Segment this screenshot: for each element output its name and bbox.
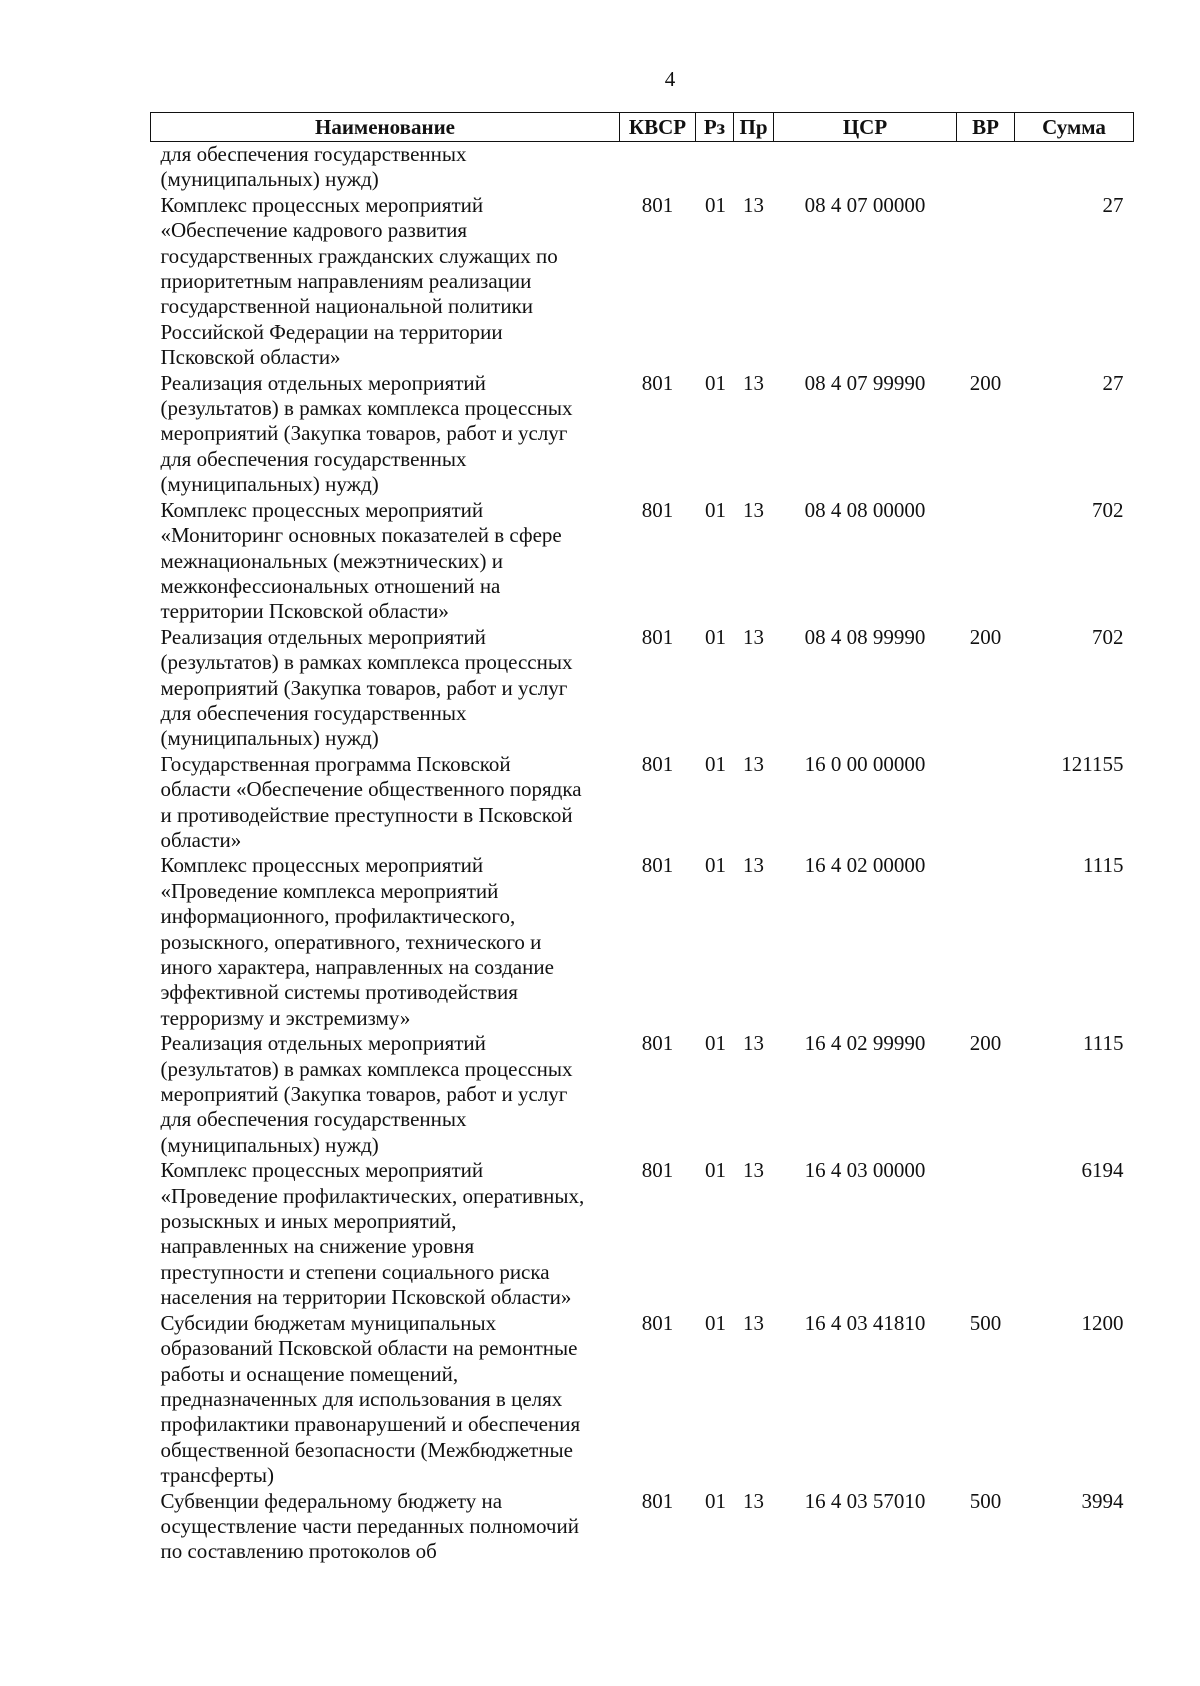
cell-name-line: для обеспечения государственных: [160, 700, 467, 725]
cell-rz: 01: [705, 1031, 726, 1056]
cell-name-line: работы и оснащение помещений,: [160, 1361, 459, 1386]
header-row: [151, 113, 1134, 142]
cell-name-line: для обеспечения государственных: [160, 142, 467, 166]
cell-rz: 01: [705, 1158, 726, 1183]
cell-pr: 13: [743, 1310, 764, 1335]
cell-name-line: розыскных и иных мероприятий,: [160, 1209, 457, 1234]
cell-name-line: государственных гражданских служащих по: [160, 243, 558, 268]
cell-name-line: терроризму и экстремизму»: [160, 1005, 411, 1030]
cell-kvsr: 801: [641, 1488, 674, 1513]
cell-name-line: (муниципальных) нужд): [160, 167, 379, 192]
cell-csr: 08 4 07 00000: [804, 192, 926, 217]
cell-name: [151, 853, 620, 1031]
cell-name: [151, 193, 620, 371]
cell-kvsr: 801: [641, 370, 674, 395]
cell-vr: [957, 193, 1015, 371]
table-row: [151, 1031, 1134, 1158]
cell-kvsr: 801: [641, 192, 674, 217]
cell-name-line: Комплекс процессных мероприятий: [160, 192, 484, 217]
cell-name: [151, 1489, 620, 1565]
table-row: [151, 371, 1134, 498]
cell-name: [151, 1158, 620, 1310]
cell-pr: 13: [743, 1158, 764, 1183]
cell-name-line: Субсидии бюджетам муниципальных: [160, 1310, 497, 1335]
cell-name-line: и противодействие преступности в Псковской: [160, 802, 573, 827]
cell-name-line: «Мониторинг основных показателей в сфере: [160, 523, 562, 548]
cell-name-line: Государственная программа Псковской: [160, 751, 511, 776]
cell-kvsr: 801: [641, 751, 674, 776]
cell-name: [151, 371, 620, 498]
table-body: [151, 142, 1134, 1565]
cell-sum: 702: [1092, 624, 1124, 649]
cell-name-line: населения на территории Псковской области»: [160, 1285, 572, 1310]
cell-vr: 500: [969, 1310, 1002, 1335]
cell-pr: 13: [743, 370, 764, 395]
cell-name-line: мероприятий (Закупка товаров, работ и услуг: [160, 675, 568, 700]
cell-csr: 16 4 03 41810: [804, 1310, 926, 1335]
cell-name-line: Российской Федерации на территории: [160, 319, 503, 344]
cell-rz: [696, 142, 734, 193]
cell-pr: 13: [743, 1488, 764, 1513]
cell-name-line: Комплекс процессных мероприятий: [160, 497, 484, 522]
cell-name-line: «Проведение комплекса мероприятий: [160, 878, 499, 903]
cell-name-line: трансферты): [160, 1463, 275, 1488]
cell-sum: 1115: [1083, 853, 1124, 878]
cell-pr: 13: [743, 853, 764, 878]
cell-rz: 01: [705, 1488, 726, 1513]
cell-name-line: предназначенных для использования в целях: [160, 1386, 563, 1411]
cell-vr: [957, 752, 1015, 854]
cell-vr: [957, 1158, 1015, 1310]
cell-name-line: преступности и степени социального риска: [160, 1259, 550, 1284]
cell-name-line: Комплекс процессных мероприятий: [160, 853, 484, 878]
cell-csr: 08 4 08 00000: [804, 497, 926, 522]
table-row: [151, 853, 1134, 1031]
table-row: [151, 142, 1134, 193]
cell-name-line: образований Псковской области на ремонтные: [160, 1336, 578, 1361]
cell-csr: 08 4 07 99990: [804, 370, 926, 395]
cell-name-line: государственной национальной политики: [160, 294, 534, 319]
cell-rz: 01: [705, 497, 726, 522]
cell-name-line: (результатов) в рамках комплекса процессных: [160, 1056, 573, 1081]
cell-kvsr: [620, 142, 696, 193]
cell-name-line: приоритетным направлениям реализации: [160, 269, 532, 294]
table-header: [151, 113, 1134, 142]
cell-name-line: мероприятий (Закупка товаров, работ и услуг: [160, 421, 568, 446]
cell-pr: 13: [743, 192, 764, 217]
header-sum: Сумма: [1015, 113, 1134, 142]
cell-vr: [957, 853, 1015, 1031]
cell-name-line: информационного, профилактического,: [160, 904, 516, 929]
table-row: [151, 193, 1134, 371]
cell-name-line: общественной безопасности (Межбюджетные: [160, 1437, 573, 1462]
cell-name-line: (муниципальных) нужд): [160, 1132, 379, 1157]
cell-rz: 01: [705, 624, 726, 649]
budget-table: [150, 112, 1134, 1565]
cell-name-line: иного характера, направленных на создание: [160, 955, 554, 979]
cell-sum: 27: [1102, 192, 1124, 217]
cell-name-line: Псковской области»: [160, 345, 341, 370]
cell-name-line: для обеспечения государственных: [160, 446, 467, 471]
cell-vr: 200: [969, 624, 1002, 649]
cell-rz: 01: [705, 192, 726, 217]
header-pr: Пр: [734, 113, 774, 142]
cell-kvsr: 801: [641, 497, 674, 522]
cell-csr: 08 4 08 99990: [804, 624, 926, 649]
cell-pr: 13: [743, 624, 764, 649]
cell-name: [151, 1031, 620, 1158]
cell-csr: 16 0 00 00000: [804, 751, 926, 776]
cell-name-line: межнациональных (межэтнических) и: [160, 548, 503, 573]
cell-name-line: мероприятий (Закупка товаров, работ и услуг: [160, 1082, 568, 1107]
cell-name: [151, 1311, 620, 1489]
cell-vr: 200: [969, 370, 1002, 395]
cell-name: [151, 498, 620, 625]
cell-name-line: «Проведение профилактических, оперативных,: [160, 1183, 585, 1208]
cell-pr: 13: [743, 497, 764, 522]
cell-vr: [957, 498, 1015, 625]
cell-pr: 13: [743, 1031, 764, 1056]
cell-vr: [957, 142, 1015, 193]
cell-name-line: Субвенции федеральному бюджету на: [160, 1488, 503, 1513]
cell-name-line: направленных на снижение уровня: [160, 1234, 475, 1259]
cell-rz: 01: [705, 1310, 726, 1335]
header-vr: ВР: [957, 113, 1015, 142]
cell-name-line: (муниципальных) нужд): [160, 472, 379, 497]
table-row: [151, 1311, 1134, 1489]
cell-rz: 01: [705, 853, 726, 878]
cell-sum: [1015, 142, 1134, 193]
cell-rz: 01: [705, 370, 726, 395]
cell-csr: 16 4 03 57010: [804, 1488, 926, 1513]
cell-vr: 500: [969, 1488, 1002, 1513]
cell-name-line: (результатов) в рамках комплекса процессных: [160, 650, 573, 675]
cell-name: [151, 142, 620, 193]
cell-name-line: (муниципальных) нужд): [160, 726, 379, 751]
cell-sum: 121155: [1061, 751, 1124, 776]
cell-csr: [774, 142, 957, 193]
table-row: [151, 625, 1134, 752]
cell-name: [151, 752, 620, 854]
cell-sum: 702: [1092, 497, 1124, 522]
cell-name-line: для обеспечения государственных: [160, 1107, 467, 1132]
header-rz: Рз: [696, 113, 734, 142]
cell-pr: 13: [743, 751, 764, 776]
cell-name-line: «Обеспечение кадрового развития: [160, 218, 468, 243]
cell-name-line: осуществление части переданных полномочий: [160, 1513, 579, 1538]
cell-kvsr: 801: [641, 853, 674, 878]
header-name: Наименование: [151, 113, 620, 142]
table-row: [151, 752, 1134, 854]
header-csr: ЦСР: [774, 113, 957, 142]
cell-csr: 16 4 02 00000: [804, 853, 926, 878]
cell-csr: 16 4 03 00000: [804, 1158, 926, 1183]
cell-kvsr: 801: [641, 1031, 674, 1056]
cell-rz: 01: [705, 751, 726, 776]
cell-name-line: эффективной системы противодействия: [160, 980, 518, 1005]
cell-kvsr: 801: [641, 624, 674, 649]
cell-pr: [734, 142, 774, 193]
cell-name-line: (результатов) в рамках комплекса процессных: [160, 396, 573, 421]
page-number: 4: [664, 67, 676, 91]
cell-kvsr: 801: [641, 1310, 674, 1335]
cell-kvsr: 801: [641, 1158, 674, 1183]
cell-sum: 3994: [1081, 1488, 1124, 1513]
cell-name-line: Реализация отдельных мероприятий: [160, 1031, 486, 1056]
cell-name-line: области «Обеспечение общественного порядка: [160, 777, 582, 802]
cell-name-line: розыскного, оперативного, технического и: [160, 929, 542, 954]
cell-sum: 1115: [1083, 1031, 1124, 1056]
cell-name-line: по составлению протоколов об: [160, 1539, 437, 1564]
cell-name-line: Реализация отдельных мероприятий: [160, 624, 486, 649]
cell-name-line: территории Псковской области»: [160, 599, 449, 624]
table-row: [151, 498, 1134, 625]
table-row: [151, 1489, 1134, 1565]
header-kvsr: КВСР: [620, 113, 696, 142]
cell-csr: 16 4 02 99990: [804, 1031, 926, 1056]
cell-name-line: межконфессиональных отношений на: [160, 573, 501, 598]
cell-name-line: Комплекс процессных мероприятий: [160, 1158, 484, 1183]
cell-name-line: области»: [160, 827, 242, 852]
table-row: [151, 1158, 1134, 1310]
cell-name-line: профилактики правонарушений и обеспечения: [160, 1412, 581, 1437]
cell-name-line: Реализация отдельных мероприятий: [160, 370, 486, 395]
cell-sum: 1200: [1081, 1310, 1124, 1335]
cell-sum: 27: [1102, 370, 1124, 395]
cell-name: [151, 625, 620, 752]
cell-sum: 6194: [1081, 1158, 1124, 1183]
cell-vr: 200: [969, 1031, 1002, 1056]
